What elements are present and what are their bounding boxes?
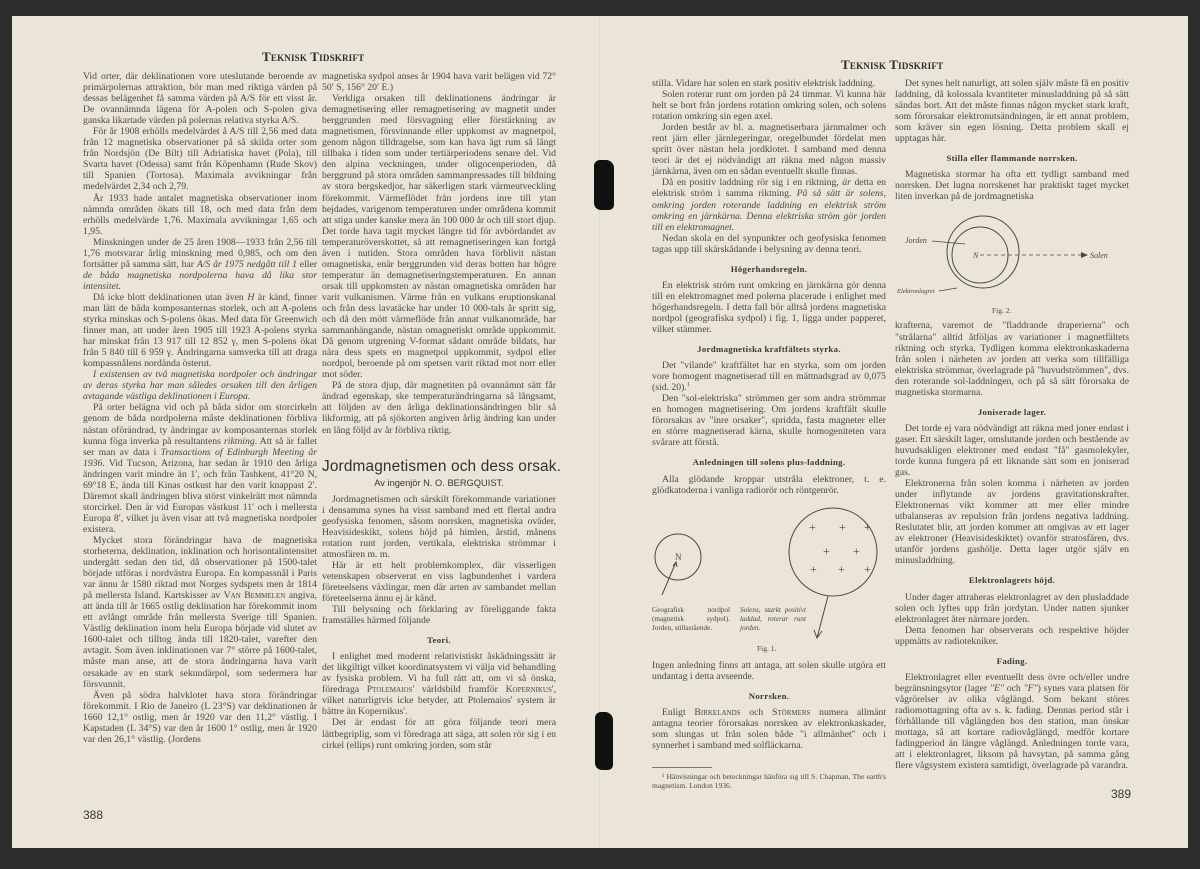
text-run: Här är ett helt problemkomplex, där visserligen vetenskapen observerat en viss lagbundenhet i vardera företeelsens växlingar, men där arten av sambandet mellan företeelserna ännu ej är känd. — [322, 559, 556, 605]
text-run: Till belysning och förklaring av föreliggande fakta framställes härmed följande — [322, 604, 556, 627]
section-heading: Jordmagnetiska kraftfältets styrka. — [697, 344, 841, 355]
section-heading: Stilla eller flammande norrsken. — [946, 153, 1078, 164]
section-heading: Teori. — [427, 635, 451, 646]
paragraph — [895, 320, 1129, 397]
arrowhead-icon — [1081, 252, 1088, 258]
text-run: Det "vilande" kraftfältet har en styrka, som om jorden vore homogent magnetiserad till en mättnadsgrad av 0,075 (sid. 20). — [652, 360, 886, 394]
section-heading: Fading. — [996, 655, 1028, 666]
figure-1-caption: Fig. 1. — [757, 643, 777, 653]
plus-charge: + — [864, 519, 871, 534]
italic-text: "F" — [1023, 682, 1038, 694]
text-run: Elektronlagret eller eventuellt dess övre och/eller undre begränsningsytor (lager — [895, 671, 1129, 694]
article-title: Jordmagnetismen och dess orsak. — [322, 457, 562, 475]
italic-text: "E" — [989, 682, 1004, 694]
figure-1-diagram — [652, 500, 886, 660]
paragraph — [652, 360, 886, 393]
figure-1-caption-right: Solens, starkt positivt laddad, roterar runt jorden. — [740, 605, 806, 632]
text-run: numera allmänt antagna teorier förorsakas norrsken av elektronkaskader, som slungas ut från solen både "i allmänhet" och i synnerhet i samband med solfläckarna. — [652, 706, 886, 751]
plus-charge: + — [864, 561, 871, 576]
text-run: och — [740, 706, 772, 718]
earth-label: Jorden — [905, 236, 927, 246]
page-number-left: 388 — [83, 808, 104, 822]
plus-charge: + — [823, 543, 830, 558]
text-run: Ingen anledning finns att antaga, att solen skulle utgöra ett undantag i detta avseende. — [652, 659, 886, 682]
paragraph — [895, 592, 1129, 625]
binding-mark-top — [594, 160, 614, 210]
plus-charge: + — [810, 561, 817, 576]
text-run: stilla. Vidare har solen en stark positiv elektrisk laddning. — [652, 78, 876, 89]
text-run: Solen roterar runt om jorden på 24 timmar. Vi kunna här helt se bort från jordens rotation omkring solen, och solens rotation omkring sin egen axel. — [652, 89, 886, 123]
paragraph — [652, 707, 886, 751]
text-run: Under dager attraheras elektronlagret av den plusladdade solen och lyftes upp från jordytan. Under natten sjunker elektronlagret åter närmare jorden. — [895, 591, 1129, 625]
paragraph — [83, 237, 317, 292]
text-run: År 1933 hade antalet magnetiska observationer inom nämnda områden ökats till 18, och med data från dem erhölls medelvärde 1,76. Maximala avvikningar 1,65 och 1,95. — [83, 192, 317, 237]
earth-north-label: N — [675, 551, 682, 562]
text-run: detta en elektrisk ström i samma riktning. — [652, 177, 886, 200]
plus-charge: + — [839, 519, 846, 534]
text-run: Detta fenomen har observerats och respektive höjder uppmätts av radiotekniker. — [895, 624, 1129, 647]
text-run: I enlighet med modernt relativistiskt åskådningssätt är det likgiltigt vilket koordinatsystem vi välja vid behandling av fysiska problem. Vi ha full rätt att, om vi så önska, föredraga — [322, 651, 556, 696]
paragraph — [895, 478, 1129, 566]
footnote-rule — [652, 767, 712, 768]
paragraph — [895, 672, 1129, 771]
text-run: På orter belägna vid och på båda sidor om storcirkeln genom de båda nordpolerna måste deklinationen förbliva nästan oförändrad, ty ändringar av komposanternas storlek kunna föga inverka på resultantens — [83, 402, 317, 447]
small-caps-name: Ptolemaios — [366, 684, 413, 696]
italic-text: H — [247, 291, 255, 303]
text-run: Vid orter, där deklinationen vore uteslutande beroende av primärpolernas attraktion, bör man med riktiga värden på dessas belägenhet få samma värden på A/S för ett visst år. De ovannämnda lägena för A-polen och S-polen giva ganska likartade värden på polernas relativa styrka A/S. — [83, 71, 317, 127]
paragraph — [322, 717, 556, 750]
small-caps-name: Van Bemmelen — [223, 590, 286, 602]
text-run: ', vilket naturligtvis icke betyder, att Ptolemaios' system är bättre än Kopernikus'. — [322, 684, 557, 718]
text-run: Jordmagnetismen och särskilt förekommande variationer i densamma synes ha visst samband med ett flertal andra geofysiska fenomen, såsom norrsken, magnetiska oväder, Heavisideskikt, solens höjd på himlen, årstid, månens rotation runt jorden, vertikala, elektriska strömmar i atmosfären m. m. — [322, 493, 556, 560]
text-run: Elektronerna från solen komma i närheten av jorden under inflytande av jordens gravitationskrafter. Elektronernas vikt kommer att mer eller mindre utbalanseras av repulsion från jordens negativa laddning. Reslutatet blir, att jorden kommer att omgivas av ett lager av elektroner (Heavisideskiktet) ovanför stratosfären, dvs. utanför jordens gashölje. Detta lager utgör själv en minusladdning. — [895, 478, 1129, 567]
sun-rotation-arrow — [817, 596, 828, 638]
figure-2 — [895, 208, 1129, 320]
figure-1-caption-left: Geografisk nordpol (magnetisk sydpol). Jorden, stillastående. — [652, 605, 730, 632]
earth-pole-arrow — [662, 562, 676, 595]
small-caps-name: Birkelands — [694, 706, 741, 718]
page-389-column-1 — [652, 78, 886, 791]
paragraph — [322, 651, 556, 717]
section-heading: Anledningen till solens plus-laddning. — [692, 457, 846, 468]
paragraph — [83, 369, 317, 402]
paragraph — [895, 423, 1129, 478]
paragraph — [652, 122, 886, 177]
paragraph — [322, 380, 556, 435]
text-run: krafterna, varemot de "fladdrande draperierna" och "strålarna" alltid åtföljas av variationer i magnetfältets riktning och styrka. Tydligen komma elektronkaskaderna från solen i närheten av jorden att verka som tillfälliga elektriska strömmar, överlagrade på "huvudströmmen", dvs. den roterande sol-laddningen, och på så sätt förorsaka de magnetiska stormarna. — [895, 320, 1129, 398]
text-run: Då icke blott deklinationen utan även — [93, 291, 248, 303]
paragraph — [652, 280, 886, 335]
plus-charge: + — [809, 519, 816, 534]
text-run: Mycket stora förändringar hava de magnetiska storheterna, deklination, inklination och horisontalintensitet undergått sedan den tid, då observationer på 1500-talet började utföras i nordvästra Europa. En kompassnål i Paris var ännu år 1580 riktad mot Norges sydspets men år 1814 på mellersta Island. Kartskisser av — [83, 534, 317, 602]
text-run: Nedan skola en del synpunkter och geofysiska fenomen tagas upp till skärskådande i belysning av denna teori. — [652, 232, 886, 255]
text-run: För år 1908 erhölls medelvärdet å A/S till 2,56 med data från 12 magnetiska observationer på så skilda orter som från Nordsjön (De Bilt) till Adriatiska havet (Pola), till Svarta havet (Odessa) samt från Köpenhamn (Rude Skov) till Spanien (Tortosa). Maximala avvikningar från medelvärdet 2,34 och 2,79. — [83, 126, 317, 193]
section-heading: Elektronlagrets höjd. — [968, 575, 1056, 586]
italic-text: är — [842, 177, 851, 189]
text-run: . Att så är fallet ser man av data i — [83, 435, 317, 458]
paragraph — [322, 93, 556, 380]
sun-charges — [809, 520, 871, 576]
section-heading: Joniserade lager. — [977, 406, 1047, 417]
paragraph — [83, 71, 317, 126]
section-heading: Högerhandsregeln. — [730, 263, 808, 274]
paragraph — [322, 560, 556, 604]
text-run: Det synes helt naturligt, att solen själv måste få en positiv laddning, då kolossala kvantiteter minusladdning på så sätt sändas bort. Att det måste finnas någon mycket stark kraft, som förorsakar elektronutsändningen, är ett annat problem, som kräver sin egen lösning. Detta problem skall ej upptagas här. — [895, 78, 1129, 145]
binding-mark-bottom — [595, 712, 613, 770]
running-head-right: Teknisk Tidskrift — [841, 57, 944, 72]
paragraph — [83, 690, 317, 745]
paragraph — [652, 78, 886, 89]
text-run: . Vid Tucson, Arizona, har sedan år 1910 den årliga ändringen varit mindre än 1′, och från Tashkent, 41°20 N, 69°18 E, ända till Kinas ostkust har den varit knappast 2′. Däremot skall ändringen bliva störst vinkelrätt mot nämnda storcirkel. Den är vid Europas västkust 11′ och i mellersta Europa 8′, vilket ju även visar att två magnetiska nordpoler existera. — [83, 457, 317, 535]
page-number-right: 389 — [1111, 787, 1132, 801]
text-run: Det är endast för att göra följande teori mera lättbegriplig, som vi föredraga att säga, att solen rör sig i en cirkel (ellips) runt omkring jorden, som står — [322, 717, 556, 751]
paragraph — [652, 177, 886, 232]
footnote-ref: 1 — [686, 381, 690, 388]
paragraph — [895, 169, 1129, 202]
text-run: Det torde ej vara nödvändigt att räkna med joner endast i gaser. Ett särskilt lager, omslutande jorden och bestående av huvudsakligen elektroner med endast "få" gasmolekyler, torde kunna fungera på ett liknande sätt som en joniserad gas. — [895, 422, 1129, 479]
plus-charge: + — [838, 561, 845, 576]
paragraph — [83, 126, 317, 192]
paragraph — [83, 292, 317, 369]
paragraph — [652, 393, 886, 448]
text-run: Den "sol-elektriska" strömmen ger som andra strömmar en homogen magnetisering. Om jordens kraftfält skulle förorsakas av "inre orsaker", spridda, fasta magneter eller en större magnetiserad kärna, skulle homogeniteten vara svårare att förstå. — [652, 393, 886, 449]
text-run: eller — [296, 258, 317, 270]
sun-label: Solen — [1090, 251, 1108, 261]
figure-2-caption: Fig. 2. — [992, 306, 1012, 316]
paragraph — [322, 494, 556, 560]
italic-text: På så sätt är solens, omkring jorden roterande laddning en elektrisk ström omkring en järnkärna. Denna elektriska ström gör jorden till en elektromagnet. — [652, 188, 886, 233]
small-caps-name: Störmers — [771, 706, 811, 718]
italic-text: de båda magnetiska nordpolerna hava då lika stor intensitet. — [83, 269, 317, 292]
electron-layer-label: Elektronlagret — [897, 288, 935, 296]
paragraph — [322, 71, 556, 93]
text-run: Magnetiska stormar ha ofta ett tydligt samband med norrsken. Det lugna norrskenet har praktiskt taget mycket liten inverkan på de jordmagnetiska — [895, 169, 1129, 203]
paragraph — [83, 402, 317, 535]
text-run: Jorden består av bl. a. magnetiserbara järnmalmer och rent järn eller järnlegeringar, oregelbundet fördelat men spritt över nästan hela jordklotet. I samband med denna teori är det ej nödvändigt att räkna med någon massiv järnkärna, även om en sådan eventuellt skulle finnas. — [652, 122, 886, 178]
page-388-column-1 — [83, 71, 317, 745]
small-caps-name: Kopernikus — [505, 684, 552, 696]
italic-text: A/S år 1975 nedgått till 1 — [196, 258, 297, 270]
section-heading: Norrsken. — [748, 690, 790, 701]
paragraph — [322, 604, 556, 626]
paragraph — [652, 233, 886, 255]
text-run: angiva, att ända till år 1665 ostlig deklination har förekommit inom ett avlångt område från mellersta Sverige till Spanien. Västlig deklination inom hela Europa började vid slutet av 1600-talet och tilltog ända till 1820-talet, varefter den avtagit. Som även inklinationen var 7° större på 1600-talet, måste man anse, att de stora ändringarna hava varit orsakade av en stark sekundärpol, som sedermera har försvunnit. — [83, 590, 317, 690]
paragraph — [652, 660, 886, 682]
running-head-left: Teknisk Tidskrift — [262, 49, 365, 64]
text-run: och — [1003, 682, 1024, 694]
plus-charge: + — [853, 543, 860, 558]
text-run: Enligt — [662, 706, 695, 718]
text-run: En elektrisk ström runt omkring en järnkärna gör denna till en elektromagnet med polerna placerade i enlighet med högerhandsregeln. I detta fall bör alltså jordens magnetiska nordpol (geografiska sydpol) i fig. 1, ligga under papperet, vilket stämmer. — [652, 279, 886, 335]
pole-label: N — [973, 251, 979, 261]
text-run: På de stora djup, där magnetiten på ovannämnt sätt får ändrad egenskap, ske temperaturändringarna så långsamt, att följden av den årliga deklinationsändringen blir så likformig, att på sjökorten angiven årlig ändring kan under en lång följd av år förbliva riktig. — [322, 380, 556, 436]
layer-leader-line — [939, 288, 957, 291]
text-run: Då en positiv laddning rör sig i en riktning, — [662, 177, 843, 189]
paragraph — [652, 89, 886, 122]
italic-text: I existensen av två magnetiska nordpoler och ändringar av deras styrka har man således orsaken till den årligen avtagande västliga deklinationen i Europa. — [83, 369, 317, 403]
text-run: Även på södra halvklotet hava stora förändringar förekommit. I Rio de Janeiro (L 23°S) var deklinationen år 1660 12,1° ostlig, men år 1920 var den 11,2° västlig. I Kapstaden (L 34°S) var den år 1600 1° ostlig, men år 1920 var den 26,1° västlig. (Jordens — [83, 689, 317, 745]
footnote-text: ¹ Hänvisningar och beteckningar hänföra sig till S. Chapman, The earth's magnetism. London 1936. — [652, 771, 886, 791]
footnote — [652, 767, 886, 791]
italic-text: riktning — [224, 435, 255, 447]
page-388-column-2 — [322, 71, 562, 751]
paragraph — [83, 535, 317, 690]
paragraph — [652, 474, 886, 496]
paragraph — [83, 193, 317, 237]
text-run: ) synes vara platsen för vågrörelser av olika våglängd. Som bekant störes radiomottagning ofta av s. k. fading. Dennas period står i förhållande till våglängden hos den station, man önskar mottaga, så att kortare radiovåglängd, medför kortare fadingperiod än längre våglängd. Anledningen torde vara, att i elektronlagret, liksom på havsytan, på samma gång flere vågsystem existera samtidigt, överlagrade på varandra. — [895, 682, 1129, 772]
text-run: magnetiska sydpol anses år 1904 hava varit belägen vid 72° 50′ S, 156° 20′ E.) — [322, 71, 556, 94]
text-run: Verkliga orsaken till deklinationens ändringar är demagnetisering eller remagnetisering av magnetit under berggrunden med försvagning eller förstärkning av magnetismen, försvinnande eller uppkomst av magnetpol, genom någon tilldragelse, som kan hava ägt rum så långt tillbaka i tiden som under tertiärperiodens senare del. Vid den alpina veckningen, under oligocenperioden, då berggrund på stora områden sammanpressades till bildning av stora bergskedjor, har säkerligen stark värmeutveckling förekommit. Värmeflödet från jordens inre till ytan hejdades, varigenom temperaturen under områdena kommit att stiga under kanske mera än 100 000 år och till stort djup. Det torde hava tagit mycket längre tid för avbördandet av temperaturöverskottet, så att remagnetiseringen kan fortgå även i nutiden. Stora områden hava förblivit nästan omagnetiska, enär berggrunden vid deras botten har högre temperatur än demagnetiseringstemperaturen. En annan orsak till uppkomsten av nästan omagnetiska områden har varit vulkanismen. Värme från en vulkans eruptionskanal och från dess lavatäcke har under 10 000-tals år spritt sig, och då den mött värmeflöde från annat vulkanområde, har sammanhängande, nästan omagnetiskt område uppkommit. Då genom utgrening V-format sådant område bildats, har nära dess spets en magnetpol uppkommit, sydpol eller nordpol, beroende på om spetsen varit riktad mot norr eller mot söder. — [322, 93, 556, 381]
italic-text: Transactions of Edinburgh Meeting år 1936 — [83, 446, 317, 469]
text-run: Alla glödande kroppar utstråla elektroner, t. e. glödkatoderna i vanliga radiorör och röntgenrör. — [652, 473, 886, 496]
paragraph — [895, 78, 1129, 144]
page-389-column-2 — [895, 78, 1129, 771]
figure-1 — [652, 500, 886, 660]
text-run: är känd, finner man lätt de båda komposanternas storlek, och att A-polens styrka minskas och S-polens ökas. Med data för Greenwich finner man, att under åren 1905 till 1923 A-polens styrka har minskat från 13 917 till 12 852 γ, men S-polens ökat från 5 840 till 6 959 γ. Ändringarna samverka till att draga kompassnålens nordända österut. — [83, 291, 317, 370]
article-byline: Av ingenjör N. O. BERGQUIST. — [374, 477, 504, 488]
figure-2-diagram — [895, 208, 1129, 320]
text-run: ' världsbild framför — [412, 684, 506, 696]
text-run: Minskningen under de 25 åren 1908—1933 från 2,56 till 1,76 motsvarar årlig minskning med 0,985, och om den fortsätter på samma sätt, har — [83, 236, 317, 270]
paragraph — [895, 625, 1129, 647]
